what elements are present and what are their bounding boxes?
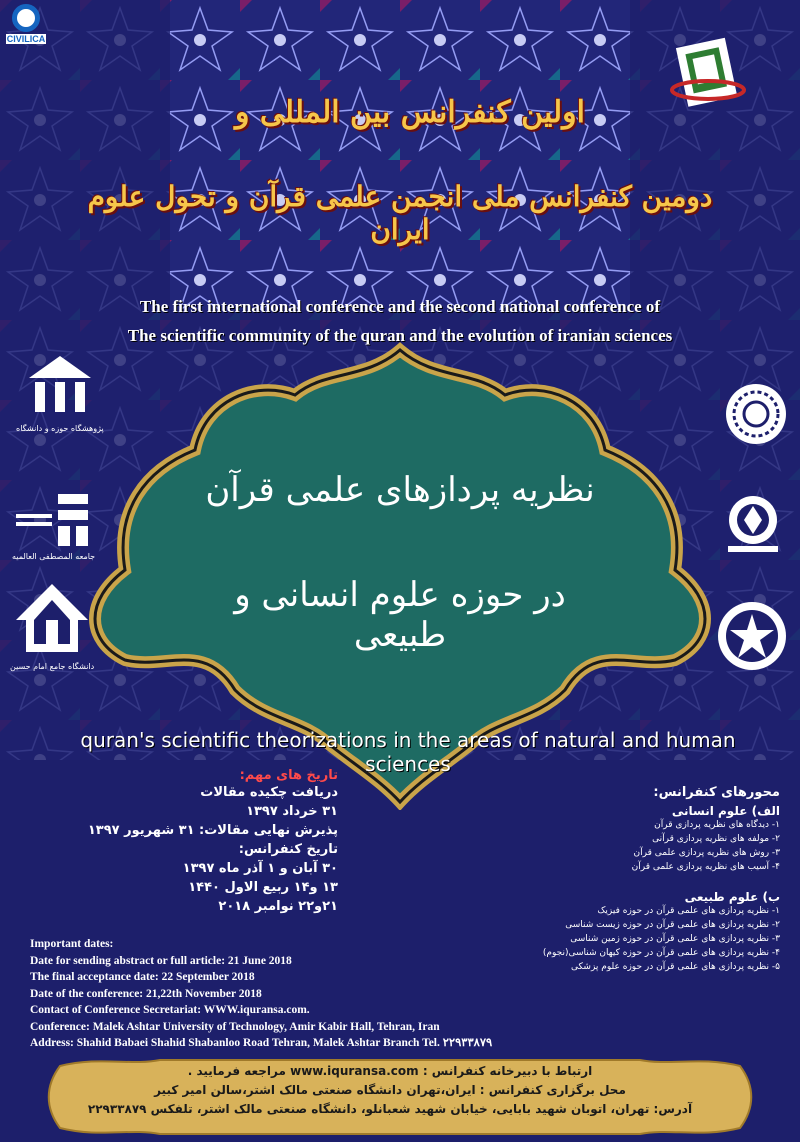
shield-title-line2: در حوزه علوم انسانی و طبیعی [234,575,566,655]
date-line: دریافت چکیده مقالات [200,785,338,800]
english-title-line2: The scientific community of the quran and the evolution of iranian sciences [127,326,673,345]
footer-venue-line: محل برگزاری کنفرانس : ایران،تهران دانشگاه صنعتی مالک اشتر،سالن امیر کبیر [154,1083,626,1097]
axis-item: ۳- نظریه پردازی های علمی قرآن در حوزه زمین شناسی [570,934,780,944]
en-info-line: The final acceptance date: 22 September 2018 [30,971,255,983]
english-important-dates [30,936,570,1052]
english-subtitle: quran's scientific theorizations in the areas of natural and human sciences [80,728,736,776]
en-venue-line: Conference: Malek Ashtar University of Technology, Amir Kabir Hall, Tehran, Iran [30,1020,440,1033]
university-emblem-icon [716,600,788,676]
research-institute-caption: پژوهشگاه حوزه و دانشگاه [16,424,104,433]
date-line: ۳۱ خرداد ۱۳۹۷ [246,804,338,819]
axes-heading: محورهای کنفرانس: [653,785,780,800]
en-contact-line: Contact of Conference Secretariat: WWW.iquransa.com. [30,1004,310,1016]
axis-item: ۲- نظریه پردازی های علمی قرآن در حوزه زیست شناسی [565,920,780,930]
axis-item: ۱- نظریه پردازی های علمی قرآن در حوزه فیزیک [597,906,780,916]
axis-item: ۲- مولفه های نظریه پردازی قرآنی [652,834,780,844]
date-line: ۲۱و۲۲ نوامبر ۲۰۱۸ [218,899,338,914]
en-dates-heading: Important dates: [30,938,114,950]
axis-item: ۳- روش های نظریه پردازی علمی قرآن [633,848,780,858]
date-line: تاریخ کنفرانس: [238,842,338,857]
axis-item: ۴- آسیب های نظریه پردازی علمی قرآن [631,862,780,872]
civilica-label: CIVILICA [6,34,46,44]
imam-hossein-caption: دانشگاه جامع امام حسین [10,662,95,671]
civilica-logo [6,4,46,44]
en-info-line: Date for sending abstract or full article: 21 June 2018 [30,954,292,967]
footer-text [70,1062,710,1119]
axes-section-b: ب) علوم طبیعی [684,890,780,904]
persian-title-line1: اولین کنفرانس بین المللی و [234,95,586,130]
english-title-line1: The first international conference and the second national conference of [139,297,661,316]
university-seal-icon [724,382,788,450]
en-info-line: Date of the conference: 21,22th November 2018 [30,987,262,1000]
conference-axes [540,785,780,974]
shield-title-line1: نظریه پردازهای علمی قرآن [205,470,595,510]
axis-item: ۵- نظریه پردازی های علمی قرآن در حوزه علوم پزشکی [570,962,780,972]
dates-heading: تاریخ های مهم: [239,768,338,783]
footer-address-line: آدرس: تهران، اتوبان شهید بابایی، خیابان شهید شعبانلو، دانشگاه صنعتی مالک اشتر، تلفکس ۲۲۹۳۳۸۷۹ [87,1102,693,1116]
important-dates-persian [28,768,338,916]
date-line: پذیرش نهایی مقالات: ۳۱ شهریور ۱۳۹۷ [87,823,338,838]
axis-item: ۱- دیدگاه های نظریه پردازی قرآن [654,820,780,830]
date-line: ۱۳ و۱۴ ربیع الاول ۱۴۴۰ [188,880,338,895]
malek-ashtar-logo [718,490,788,564]
en-address-line: Address: Shahid Babaei Shahid Shabanloo Road Tehran, Malek Ashtar Branch Tel. ۲۲۹۳۳۸۷۹ [30,1037,493,1049]
society-logo [668,34,748,114]
persian-title-line2: دومین کنفرانس ملی انجمن علمی قرآن و تحول علوم ایران [87,180,713,246]
almustafa-caption: جامعه المصطفی العالمیه [12,552,96,561]
axis-item: ۴- نظریه پردازی های علمی قرآن در حوزه کیهان شناسی(نجوم) [542,948,780,958]
footer-contact-line: ارتباط با دبیرخانه کنفرانس : www.iquransa.com مراجعه فرمایید . [187,1064,593,1078]
axes-section-a: الف) علوم انسانی [671,804,780,818]
date-line: ۳۰ آبان و ۱ آذر ماه ۱۳۹۷ [182,861,338,876]
